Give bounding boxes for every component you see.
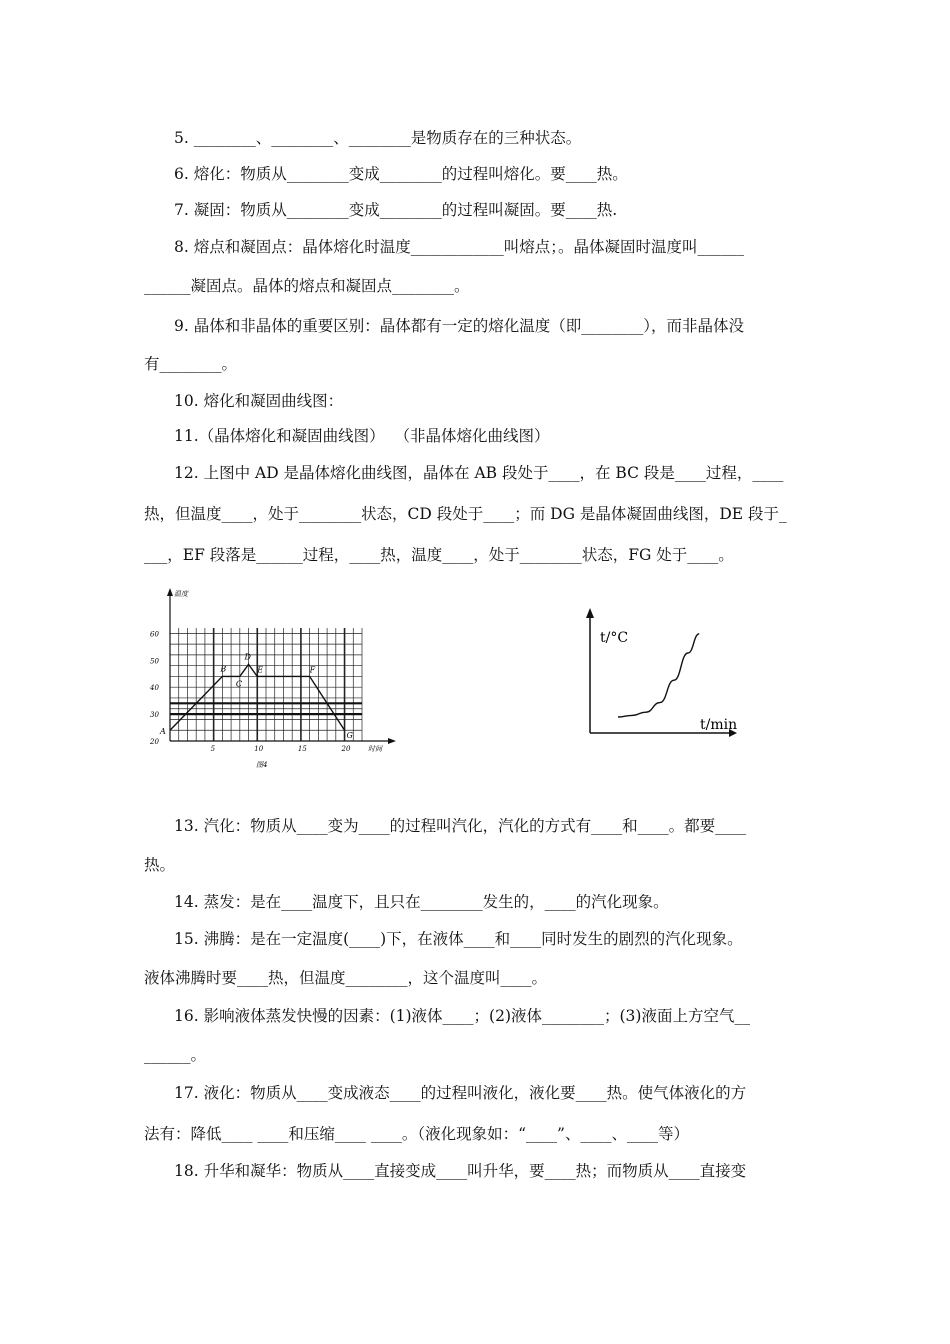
point-label: B (220, 664, 227, 674)
y-tick-label: 40 (150, 684, 159, 693)
question-16-line1: 16. 影响液体蒸发快慢的因素：(1)液体____；(2)液体________；(3)液面上方空气__ (174, 1007, 750, 1025)
point-label: G (346, 731, 353, 741)
crystal-curve-chart (146, 584, 416, 783)
point-label: C (235, 679, 242, 689)
point-label: E (257, 665, 264, 675)
question-12-line3: ___，EF 段落是______过程，____热，温度____，处于________状态，FG 处于____。 (144, 546, 734, 564)
question-11: 11.（晶体熔化和凝固曲线图） （非晶体熔化曲线图） (174, 427, 550, 445)
question-12-line1: 12. 上图中 AD 是晶体熔化曲线图，晶体在 AB 段处于____，在 BC 段是____过程，____ (174, 464, 784, 482)
amorphous-curve-line (618, 634, 699, 717)
x-tick-label: 5 (210, 745, 216, 753)
y-tick-label: 50 (150, 657, 159, 666)
question-6: 6. 熔化：物质从________变成________的过程叫熔化。要____热。 (174, 165, 628, 183)
point-label: A (160, 727, 166, 737)
question-15-line1: 15. 沸腾：是在一定温度(____)下，在液体____和____同时发生的剧烈的汽化现象。 (174, 930, 743, 948)
y-tick-label: 30 (150, 711, 159, 720)
x-axis-arrow-icon (388, 738, 396, 744)
question-13-line2: 热。 (144, 856, 176, 874)
y-axis-arrow-icon (586, 608, 594, 618)
question-10: 10. 熔化和凝固曲线图： (174, 392, 344, 410)
point-label: F (309, 665, 316, 675)
question-12-line2: 热，但温度____，处于________状态，CD 段处于____；而 DG 是晶体凝固曲线图，DE 段于_ (144, 505, 787, 523)
x-axis-label: t/min (700, 717, 738, 733)
y-tick-label: 60 (150, 630, 159, 639)
figure-caption: 图4 (256, 761, 268, 769)
question-17-line1: 17. 液化：物质从____变成液态____的过程叫液化，液化要____热。使气体液化的方 (174, 1084, 747, 1102)
question-17-line2: 法有：降低____ ____和压缩____ ____。（液化现象如：“____”、____、____等） (144, 1125, 689, 1143)
question-9-line2: 有________。 (144, 355, 238, 373)
question-9-line1: 9. 晶体和非晶体的重要区别：晶体都有一定的熔化温度（即________），而非晶体没 (174, 317, 744, 335)
question-13-line1: 13. 汽化：物质从____变为____的过程叫汽化，汽化的方式有____和____。都要____ (174, 817, 747, 835)
y-axis-label: 温度 (174, 590, 188, 598)
question-15-line2: 液体沸腾时要____热，但温度________，这个温度叫____。 (144, 969, 548, 987)
question-8-line2: ______凝固点。晶体的熔点和凝固点________。 (144, 277, 470, 295)
question-5: 5. ________、________、________是物质存在的三种状态。 (174, 129, 582, 147)
amorphous-curve-chart (585, 602, 755, 746)
question-18: 18. 升华和凝华：物质从____直接变成____叫升华，要____热；而物质从____直接变 (174, 1162, 747, 1180)
question-16-line2: ______。 (144, 1046, 207, 1064)
x-axis-label: 时间 (368, 745, 382, 753)
x-tick-label: 15 (297, 745, 307, 753)
y-axis-arrow-icon (167, 588, 173, 596)
y-tick-label: 20 (150, 738, 159, 746)
x-tick-label: 10 (254, 745, 264, 753)
point-label: D (244, 652, 251, 662)
question-14: 14. 蒸发：是在____温度下，且只在________发生的，____的汽化现象。 (174, 893, 669, 911)
question-7: 7. 凝固：物质从________变成________的过程叫凝固。要____热. (174, 201, 618, 219)
x-tick-label: 20 (341, 745, 351, 753)
question-8-line1: 8. 熔点和凝固点：晶体熔化时温度____________叫熔点；。晶体凝固时温度叫______ (174, 238, 744, 256)
y-axis-label: t/°C (600, 630, 629, 646)
